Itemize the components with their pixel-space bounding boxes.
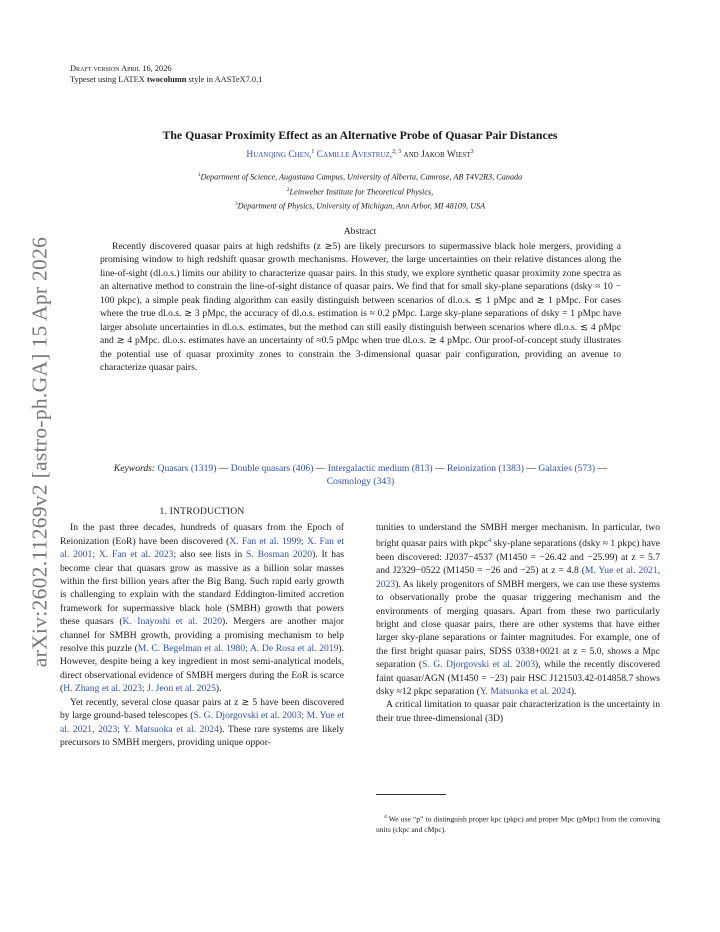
affiliation-mark: 3: [234, 201, 238, 208]
text-run: ). It has become clear that quasars grow as massive as a billion solar masses within the first billion years after the Big Bang. Such rapid early growth is challenging to explain with the standard Eddington-limited accretion framework for supermassive black hole (SMBH) growth that powers these quasars (: [60, 549, 345, 628]
arxiv-identifier: arXiv:2602.11269v2 [astro-ph.GA] 15 Apr 2026: [27, 236, 52, 668]
keyword-link[interactable]: Cosmology (343): [326, 476, 395, 488]
text-run: tunities to understand the SMBH merger mechanism. In particular, two bright quasar pairs with pkpc: [376, 522, 660, 550]
footnote-mark: 4: [384, 814, 387, 820]
keyword-separator: —: [523, 463, 539, 474]
keyword-separator: —: [595, 463, 608, 474]
citation-link[interactable]: Y. Matsuoka et al. 2024: [479, 686, 571, 698]
citation-link[interactable]: H. Zhang et al. 2023; J. Jeon et al. 2025: [63, 683, 216, 695]
citation-link[interactable]: M. Yue et al. 2021, 2023: [376, 565, 660, 590]
author-and: and: [403, 150, 419, 161]
paper-title: The Quasar Proximity Effect as an Alternative Probe of Quasar Pair Distances: [162, 128, 558, 142]
keywords: [100, 462, 621, 489]
affiliation-mark: 1: [197, 172, 201, 178]
footnote: [376, 812, 660, 835]
footnote-text: We use “p” to distinguish proper kpc (pkpc) and proper Mpc (pMpc) from the comoving units (ckpc and cMpc).: [376, 814, 660, 834]
text-run: ). However, despite being a key ingredient in most semi-analytical models, direct observational evidence of SMBH mergers during the EoR is scarce (: [60, 643, 344, 695]
text-run: ).: [215, 683, 222, 695]
citation-link[interactable]: S. G. Djorgovski et al. 2003: [422, 659, 535, 671]
right-column: [376, 521, 660, 725]
affiliation-line: [60, 169, 660, 184]
keyword-separator: —: [432, 463, 447, 474]
keyword-link[interactable]: Quasars (1319): [157, 463, 217, 474]
citation-link[interactable]: S. G. Djorgovski et al. 2003; M. Yue et al. 2021, 2023; Y. Matsuoka et al. 2024: [60, 710, 345, 735]
keyword-separator: —: [313, 463, 328, 474]
text-run: sky-plane separations (dsky ≈ 1 pkpc) have been discovered: J2037−4537 (M1450 = −26.42 and −25.99) at z = 5.7 and J2329−0522 (M1450 = −26 and −25) at z = 4.8 (: [376, 538, 660, 577]
text-run: ; also see lists in: [173, 549, 246, 561]
abstract-body: Recently discovered quasar pairs at high redshifts (z ≳5) are likely precursors to supermassive black hole mergers, providing a promising window to high redshift quasar growth mechanisms. However, the large uncertainties on their relative distances along the line-of-sight (dl.o.s.) limits our ability to characterize quasar pairs. In this study, we explore synthetic quasar proximity zone spectra as an alternative method to constrain the line-of-sight distance of quasar pairs. We find that for small sky-plane separations (dsky ≈ 10 − 100 pkpc), a simple peak finding algorithm can easily distinguish between scenarios of dl.o.s. ≲ 1 pMpc and ≳ 1 pMpc. For cases where the true dl.o.s. ≳ 3 pMpc, the accuracy of dl.o.s. estimation is ≈ 0.2 pMpc. Large sky-plane separations of dsky = 1 pMpc have larger absolute uncertainties in dl.o.s. estimates, but the method can still easily distinguish between scenarios where dl.o.s. ≲ 4 pMpc and ≳ 4 pMpc. dl.o.s. estimates have an uncertainty of ≈0.5 pMpc when true dl.o.s. ≳ 4 pMpc. Our proof-of-concept study illustrates the potential use of quasar proximity zones to constrain the 3-dimensional quasar pair configuration, providing an avenue to characterize quasar pairs.: [100, 241, 621, 374]
citation-link[interactable]: X. Fan et al. 1999; X. Fan et al. 2001; X. Fan et al. 2023: [60, 535, 344, 561]
left-column: [60, 505, 344, 749]
keyword-separator: —: [216, 463, 231, 474]
typeset-line: [70, 75, 262, 86]
arxiv-side-stamp: [22, 232, 58, 672]
author-affil-mark: 1: [311, 149, 315, 155]
draft-header: [70, 64, 262, 85]
draft-version-line: Draft version April 16, 2026: [70, 64, 172, 73]
keyword-link[interactable]: Galaxies (573): [538, 463, 596, 474]
author-link[interactable]: Huanqing Chen,: [246, 150, 312, 161]
affiliations: [60, 169, 660, 213]
intro-paragraph-3: A critical limitation to quasar pair characterization is the uncertainty in their true three-dimensional (3D): [376, 699, 660, 724]
text-run: ). As likely progenitors of SMBH mergers, we can use these systems to observationally probe the quasar triggering mechanism and the environments of merging quasars. Apart from these two particularly bright and close quasar pairs, there are other systems that have either larger sky-plane separations or fainter magnitudes. For example, one of the first bright quasar pairs, SDSS 0338+0021 at z = 5.0, shows a Mpc separation (: [376, 578, 660, 671]
intro-paragraph-2-cont: [376, 521, 660, 698]
affiliation-text: Department of Science, Augustana Campus, University of Alberta, Camrose, AB T4V2R3, Canada: [200, 172, 523, 182]
text-run: ). Mergers are another major channel for SMBH growth, providing a promising mechanism to help resolve this puzzle (: [60, 616, 344, 655]
keyword-link[interactable]: Double quasars (406): [230, 463, 314, 474]
author-affil-mark: 3: [470, 149, 474, 155]
author-name: Jakob Wiest: [421, 150, 471, 161]
text-run: ), while the recently discovered faint quasar/AGN (M1450 = −23) pair HSC J121503.42-014858.7 shows dsky ≈12 pkpc separation (: [376, 659, 660, 698]
citation-link[interactable]: M. C. Begelman et al. 1980; A. De Rosa et al. 2019: [137, 643, 339, 655]
text-run: ).: [570, 686, 577, 698]
footnote-marker[interactable]: 4: [488, 537, 492, 545]
intro-paragraph-1: [60, 521, 344, 695]
citation-link[interactable]: K. Inayoshi et al. 2020: [122, 616, 223, 628]
typeset-pre: Typeset using LATEX: [70, 74, 147, 84]
keywords-label: Keywords:: [113, 463, 156, 474]
footnote-rule: [376, 794, 446, 795]
intro-paragraph-2: [60, 696, 344, 750]
typeset-post: style in AASTeX7.0.1: [186, 74, 263, 84]
section-heading: 1. INTRODUCTION: [159, 506, 245, 517]
author-list: [60, 149, 660, 160]
abstract-heading: Abstract: [343, 226, 377, 237]
text-run: In the past three decades, hundreds of quasars from the Epoch of Reionization (EoR) have been discovered (: [60, 522, 344, 547]
affiliation-text: Leinweber Institute for Theoretical Physics,: [289, 187, 434, 197]
author-link[interactable]: Camille Avestruz,: [316, 150, 393, 161]
author-affil-mark: 2, 3: [392, 149, 402, 155]
affiliation-line: [60, 198, 660, 213]
keyword-link[interactable]: Reionization (1383): [446, 463, 524, 474]
text-run: Yet recently, several close quasar pairs at z ≳ 5 have been discovered by large ground-based telescopes (: [60, 696, 344, 722]
affiliation-line: [60, 184, 660, 199]
keyword-link[interactable]: Intergalactic medium (813): [327, 463, 433, 474]
citation-link[interactable]: S. Bosman 2020: [245, 549, 313, 561]
text-run: ). These rare systems are likely precursors to SMBH mergers, providing unique oppor-: [60, 723, 344, 748]
affiliation-mark: 2: [286, 186, 290, 193]
affiliation-text: Department of Physics, University of Michigan, Ann Arbor, MI 48109, USA: [237, 202, 486, 212]
typeset-bold: twocolumn: [146, 74, 187, 84]
